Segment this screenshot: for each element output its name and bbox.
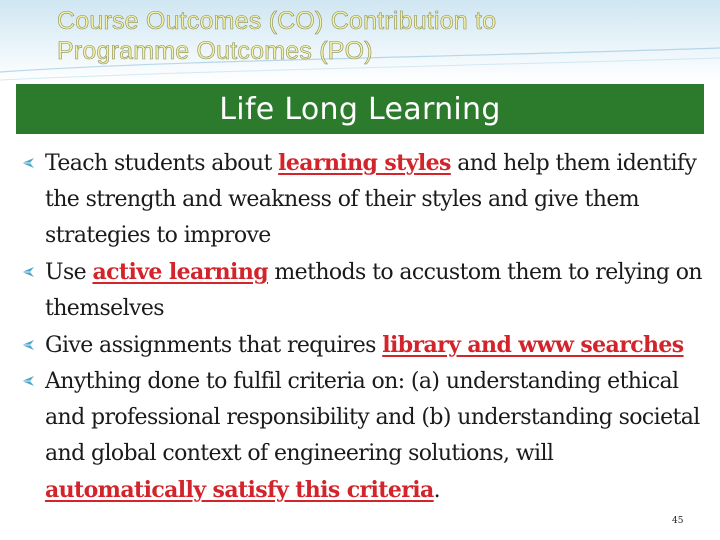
bullet-item xyxy=(20,145,710,254)
slide-title xyxy=(57,6,697,66)
bullet-text: . xyxy=(433,478,441,503)
bullet-text: Use xyxy=(45,260,93,285)
highlight-text: library and www searches xyxy=(382,332,684,358)
bullet-item xyxy=(20,254,710,327)
bullet-item xyxy=(20,364,710,509)
banner-title: Life Long Learning xyxy=(219,91,501,127)
bullet-text: methods to accustom them to relying on themselves xyxy=(45,260,702,321)
star-bullet-icon xyxy=(20,264,36,280)
bullet-text: Teach students about xyxy=(45,151,279,176)
bullet-text: and help them identify the strength and weakness of their styles and give them strategies to improve xyxy=(45,151,697,248)
highlight-text: automatically satisfy this criteria xyxy=(45,477,434,503)
slide-title-line-2: Programme Outcomes (PO) xyxy=(57,37,373,65)
star-bullet-icon xyxy=(20,155,36,171)
star-bullet-icon xyxy=(20,337,36,353)
bullet-text: Anything done to fulfil criteria on: (a) understanding ethical and professional responsibility and (b) understanding societal and global context of engineering solutions, will xyxy=(45,369,700,466)
highlight-text: learning styles xyxy=(278,150,451,176)
bullet-list xyxy=(20,145,710,509)
bullet-text: Give assignments that requires xyxy=(45,333,383,358)
star-bullet-icon xyxy=(20,373,36,389)
highlight-text: active learning xyxy=(92,259,268,285)
section-banner xyxy=(16,84,704,134)
page-number: 45 xyxy=(672,516,684,526)
slide-title-line-1: Course Outcomes (CO) Contribution to xyxy=(57,7,497,35)
bullet-item xyxy=(20,327,710,364)
